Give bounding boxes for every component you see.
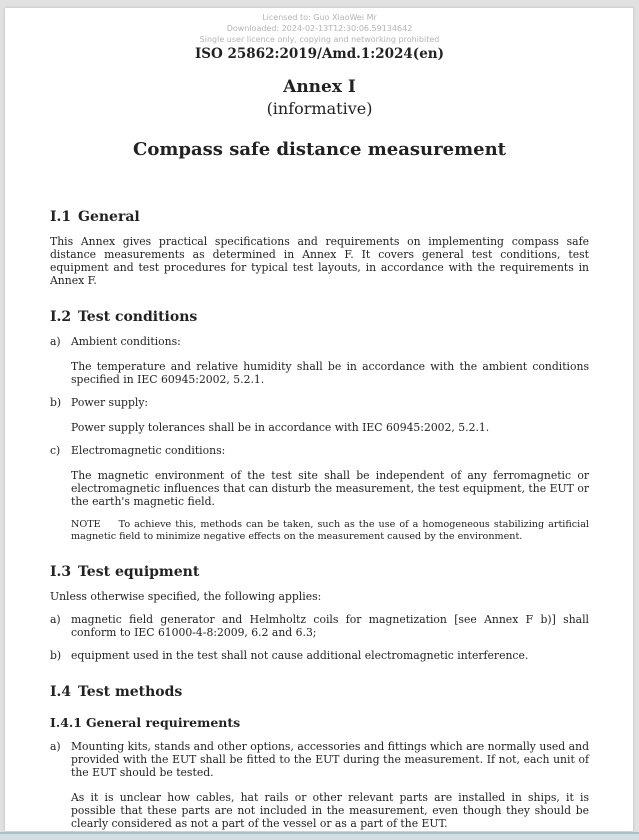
- list-item-body: Mounting kits, stands and other options, accessories and fittings which are normally used and provided with the EUT shall be fitted to the EUT during the measurement. If not, each unit of the EUT should be tested.: [71, 740, 589, 779]
- document-page: [5, 8, 633, 831]
- section-heading-test-conditions: [50, 309, 589, 325]
- list-item-head: Ambient conditions:: [71, 335, 181, 348]
- note-text: To achieve this, methods can be taken, such as the use of a homogeneous stabilizing artificial magnetic field to minimize negative effects on the measurement caused by the environment.: [71, 519, 589, 542]
- next-page-edge: [0, 832, 639, 840]
- section-title: Test conditions: [78, 309, 198, 325]
- section-heading-test-methods: [50, 684, 589, 700]
- section-heading-general: [50, 209, 589, 225]
- list-item-body: The magnetic environment of the test site shall be independent of any ferromagnetic or electromagnetic influences that can disturb the measurement, the test equipment, the EUT or the earth's magnetic field.: [71, 469, 589, 508]
- note-label: NOTE: [71, 519, 101, 530]
- section-test-equipment-intro: Unless otherwise specified, the following applies:: [50, 590, 322, 603]
- annex-type: (informative): [266, 99, 373, 118]
- subsection-title: General requirements: [86, 715, 241, 730]
- section-heading-test-equipment: [50, 564, 589, 580]
- list-item-body: magnetic field generator and Helmholtz coils for magnetization [see Annex F b)] shall conform to IEC 61000-4-8:2009, 6.2 and 6.3;: [71, 613, 589, 639]
- list-item-head: Electromagnetic conditions:: [71, 444, 226, 457]
- section-number: I.1: [50, 209, 72, 225]
- section-general-paragraph: This Annex gives practical specifications and requirements on implementing compass safe distance measurements as determined in Annex F. It covers general test conditions, test equipment and test procedures for typical test layouts, in accordance with the requirements in Annex F.: [50, 235, 589, 287]
- list-item-label: a): [50, 740, 61, 753]
- license-notice: [50, 12, 589, 45]
- subsection-heading-general-requirements: [50, 715, 589, 730]
- license-line-1: Licensed to: Guo XiaoWei Mr: [262, 13, 377, 22]
- section-title: General: [78, 209, 140, 225]
- note: [71, 519, 589, 542]
- section-number: I.3: [50, 564, 72, 580]
- list-item: [50, 396, 589, 409]
- list-item-label: c): [50, 444, 61, 457]
- list-item-head: Power supply:: [71, 396, 149, 409]
- list-item-body: Power supply tolerances shall be in accordance with IEC 60945:2002, 5.2.1.: [71, 421, 490, 434]
- list-item-label: b): [50, 396, 62, 409]
- list-item: [50, 613, 589, 639]
- list-item: [50, 444, 589, 457]
- section-title: Test equipment: [78, 564, 200, 580]
- section-number: I.2: [50, 309, 72, 325]
- section-title: Test methods: [78, 684, 183, 700]
- document-reference: ISO 25862:2019/Amd.1:2024(en): [194, 46, 444, 62]
- license-line-2: Downloaded: 2024-02-13T12:30:06.59134642: [226, 24, 413, 33]
- list-item-label: a): [50, 613, 61, 626]
- subsection-number: I.4.1: [50, 715, 82, 730]
- section-number: I.4: [50, 684, 72, 700]
- list-item-body: equipment used in the test shall not cause additional electromagnetic interference.: [71, 649, 529, 662]
- list-item-label: b): [50, 649, 62, 662]
- license-line-3: Single user licence only, copying and networking prohibited: [199, 35, 440, 44]
- annex-title: Compass safe distance measurement: [133, 139, 506, 160]
- list-item-label: a): [50, 335, 61, 348]
- list-item: [50, 649, 589, 662]
- annex-label: Annex I: [283, 77, 356, 97]
- list-item-continuation: As it is unclear how cables, hat rails or other relevant parts are installed in ships, it is possible that these parts are not included in the measurement, even though they should be clearly considered as not a part of the vessel or as a part of the EUT.: [71, 791, 589, 830]
- list-item: [50, 740, 589, 779]
- list-item: [50, 335, 589, 348]
- list-item-body: The temperature and relative humidity shall be in accordance with the ambient conditions specified in IEC 60945:2002, 5.2.1.: [71, 360, 589, 386]
